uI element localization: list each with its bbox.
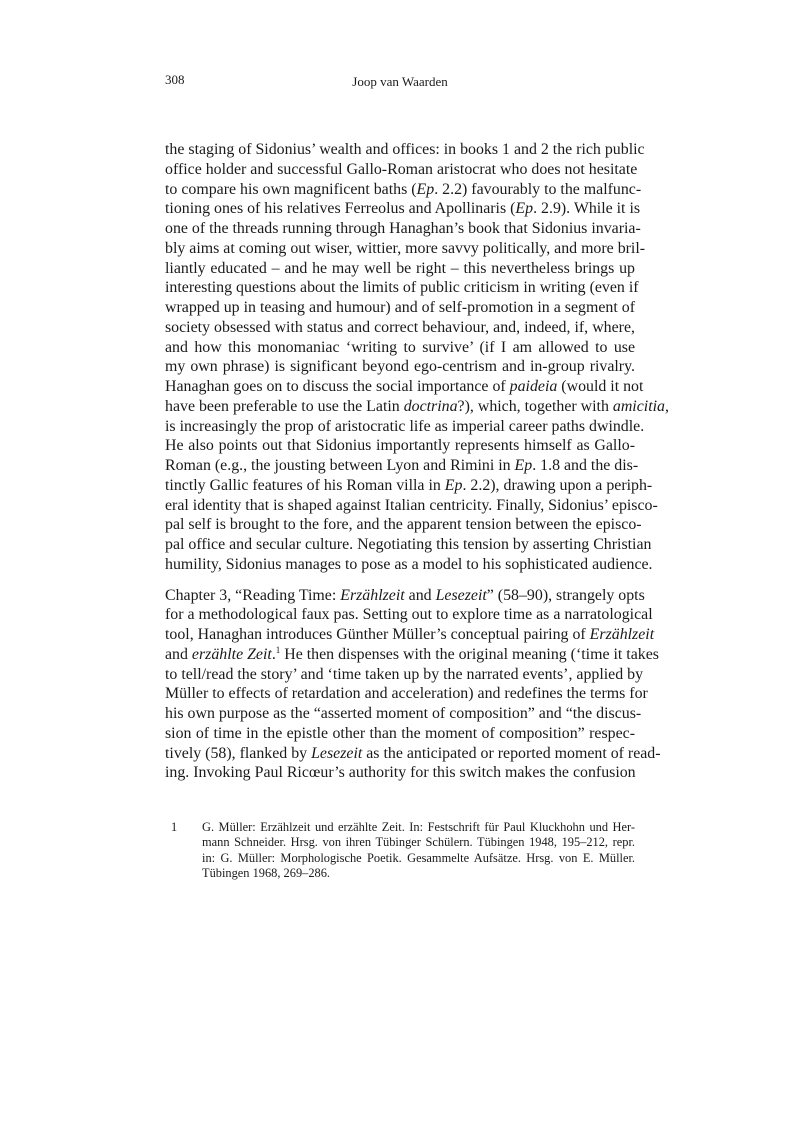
text-line: for a methodological faux pas. Setting out to explore time as a narratological — [165, 606, 653, 624]
footnote-line: in: G. Müller: Morphologische Poetik. Gesammelte Aufsätze. Hrsg. von E. Müller. — [202, 850, 635, 865]
italic-term: Lesezeit — [311, 744, 363, 762]
footnote-line: G. Müller: Erzählzeit und erzählte Zeit. In: Festschrift für Paul Kluckhohn und Her- — [202, 820, 635, 834]
italic-term: Erzählzeit — [340, 586, 405, 604]
footnotes — [165, 820, 635, 882]
text-line: tinctly Gallic features of his Roman villa in Ep. 2.2), drawing upon a periph- — [165, 476, 653, 494]
italic-term: amicitia — [612, 397, 665, 415]
text-line: Hanaghan goes on to discuss the social importance of paideia (would it not — [165, 378, 644, 395]
italic-term: paideia — [509, 378, 558, 395]
page-number: 308 — [165, 72, 185, 87]
text-line: the staging of Sidonius’ wealth and offices: in books 1 and 2 the rich public — [165, 141, 645, 158]
text-line: ing. Invoking Paul Ricœur’s authority for this switch makes the confusion — [165, 764, 636, 782]
text-line: wrapped up in teasing and humour) and of self-promotion in a segment of — [165, 299, 635, 316]
italic-term: doctrina — [403, 397, 458, 415]
page-header — [165, 72, 635, 92]
text-line: humility, Sidonius manages to pose as a model to his sophisticated audience. — [165, 555, 653, 573]
text-line: pal self is brought to the fore, and the apparent tension between the episco- — [165, 516, 642, 534]
paragraph — [165, 586, 661, 784]
text-line: tool, Hanaghan introduces Günther Müller’s conceptual pairing of Erzählzeit — [165, 626, 655, 643]
text-line: Chapter 3, “Reading Time: Erzählzeit and Lesezeit” (58–90), strangely opts — [165, 586, 645, 604]
footnote-line: mann Schneider. Hrsg. von ihren Tübinger Schülern. Tübingen 1948, 195–212, repr. — [202, 835, 635, 850]
text-line: and how this monomaniac ‘writing to survive’ (if I am allowed to use — [165, 338, 635, 356]
text-line: bly aims at coming out wiser, wittier, more savvy politically, and more bril- — [165, 239, 646, 257]
paragraph — [165, 140, 669, 575]
text-line: to compare his own magnificent baths (Ep. 2.2) favourably to the malfunc- — [165, 180, 642, 198]
text-line: tively (58), flanked by Lesezeit as the anticipated or reported moment of read- — [165, 744, 661, 762]
text-line: and erzählte Zeit.$^1$ He then dispenses with the original meaning (‘time it takes — [165, 644, 659, 663]
italic-term: Ep — [514, 457, 533, 474]
text-line: one of the threads running through Hanaghan’s book that Sidonius invaria- — [165, 220, 641, 237]
text-line: to tell/read the story’ and ‘time taken up by the narrated events’, applied by — [165, 665, 644, 683]
text-line: liantly educated – and he may well be right – this nevertheless brings up — [165, 259, 635, 277]
text-line: pal office and secular culture. Negotiating this tension by asserting Christian — [165, 536, 652, 553]
text-line: Müller to effects of retardation and acceleration) and redefines the terms for — [165, 685, 648, 703]
paragraph-gap — [165, 575, 635, 586]
footnote-marker[interactable]: 1 — [275, 644, 281, 655]
running-head: Joop van Waarden — [352, 74, 448, 89]
text-line: eral identity that is shaped against Italian centricity. Finally, Sidonius’ episco- — [165, 496, 658, 514]
footnote-line: Tübingen 1968, 269–286. — [202, 866, 331, 881]
text-line: interesting questions about the limits of public criticism in writing (even if — [165, 279, 639, 297]
text-line: my own phrase) is significant beyond ego-centrism and in-group rivalry. — [165, 358, 635, 376]
italic-term: Ep — [444, 476, 463, 494]
text-line: have been preferable to use the Latin doctrina?), which, together with amicitia, — [165, 397, 669, 415]
text-line: is increasingly the prop of aristocratic life as imperial career paths dwindle. — [165, 417, 645, 435]
text-line: society obsessed with status and correct behaviour, and, indeed, if, where, — [165, 318, 635, 336]
text-line: sion of time in the epistle other than the moment of composition” respec- — [165, 724, 635, 742]
italic-term: Ep — [515, 200, 534, 218]
italic-term: Erzählzeit — [589, 626, 655, 643]
italic-term: Lesezeit — [435, 586, 487, 604]
italic-term: erzählte Zeit — [191, 645, 272, 663]
italic-term: Ep — [416, 180, 435, 198]
text-line: tioning ones of his relatives Ferreolus and Apollinaris (Ep. 2.9). While it is — [165, 200, 641, 218]
text-line: his own purpose as the “asserted moment of composition” and “the discus- — [165, 705, 642, 722]
body-text — [165, 140, 669, 783]
text-line: He also points out that Sidonius importantly represents himself as Gallo- — [165, 437, 635, 455]
text-line: Roman (e.g., the jousting between Lyon and Rimini in Ep. 1.8 and the dis- — [165, 457, 639, 474]
footnote — [165, 820, 635, 882]
footnote-number: 1 — [171, 820, 178, 834]
text-line: office holder and successful Gallo-Roman aristocrat who does not hesitate — [165, 160, 638, 178]
